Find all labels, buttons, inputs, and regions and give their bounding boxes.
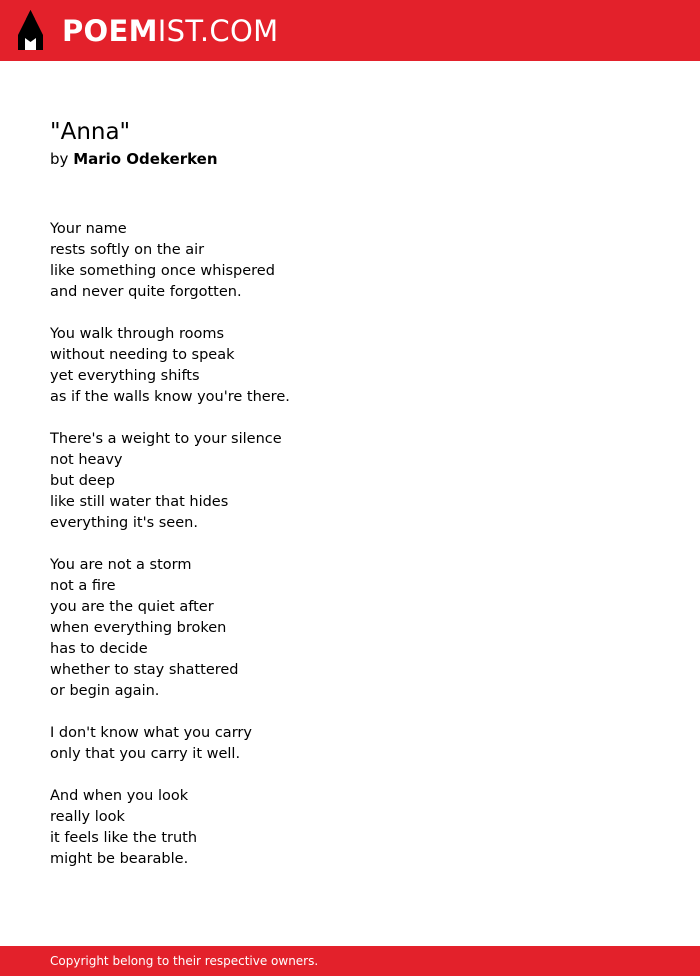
- poem-line: I don't know what you carry: [50, 725, 252, 741]
- site-footer: [0, 946, 700, 976]
- stanza: [50, 723, 610, 765]
- stanza: [50, 219, 610, 303]
- poem-line: whether to stay shattered: [50, 662, 239, 678]
- poem-line: without needing to speak: [50, 347, 235, 363]
- stanza: [50, 324, 610, 408]
- poem-line: when everything broken: [50, 620, 227, 636]
- logo-brand-bold: POEM: [62, 14, 158, 48]
- stanza: [50, 429, 610, 534]
- poem-line: rests softly on the air: [50, 242, 205, 258]
- poem-line: You are not a storm: [50, 557, 192, 573]
- poem-line: everything it's seen.: [50, 515, 198, 531]
- poem-line: as if the walls know you're there.: [50, 389, 290, 405]
- poem-line: like something once whispered: [50, 263, 275, 279]
- stanza: [50, 555, 610, 702]
- poem-line: Your name: [50, 221, 127, 237]
- poem-line: you are the quiet after: [50, 599, 214, 615]
- poem-body: [50, 219, 610, 891]
- pencil-icon: [17, 9, 44, 51]
- byline-label: by: [50, 150, 69, 168]
- poem-title: "Anna": [50, 119, 131, 145]
- poem-line: not heavy: [50, 452, 123, 468]
- stanza: [50, 786, 610, 870]
- poem-line: not a fire: [50, 578, 116, 594]
- poem-line: it feels like the truth: [50, 830, 198, 846]
- logo-brand-light: IST.COM: [157, 14, 279, 48]
- poem-line: only that you carry it well.: [50, 746, 241, 762]
- copyright-notice: Copyright belong to their respective owners.: [50, 954, 319, 968]
- poem-line: really look: [50, 809, 125, 825]
- poem-line: might be bearable.: [50, 851, 189, 867]
- poem-line: There's a weight to your silence: [50, 431, 282, 447]
- poem-line: and never quite forgotten.: [50, 284, 242, 300]
- poem-line: or begin again.: [50, 683, 160, 699]
- author-name: Mario Odekerken: [73, 150, 218, 168]
- poem-line: has to decide: [50, 641, 148, 657]
- site-logo[interactable]: [62, 11, 278, 51]
- poem-line: And when you look: [50, 788, 189, 804]
- poem-line: like still water that hides: [50, 494, 229, 510]
- poem-line: yet everything shifts: [50, 368, 200, 384]
- poem-line: but deep: [50, 473, 115, 489]
- poem-line: You walk through rooms: [50, 326, 225, 342]
- byline: [50, 149, 218, 169]
- site-header: [0, 0, 700, 61]
